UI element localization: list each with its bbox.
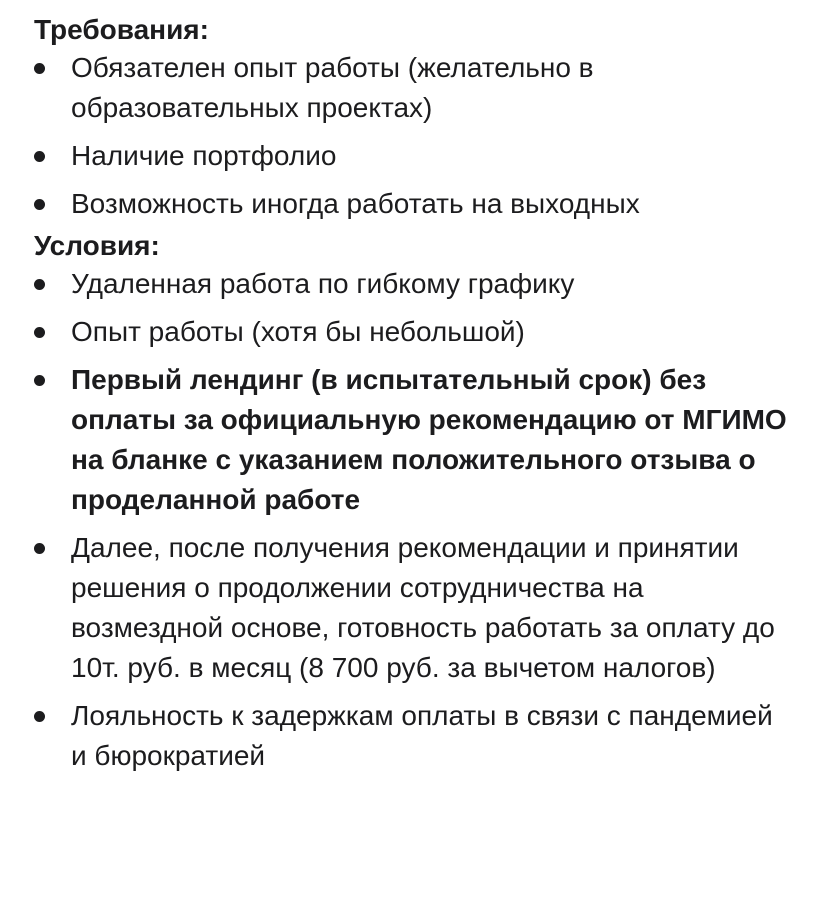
list-item [34,312,788,352]
list-item-text: Далее, после получения рекомендации и принятии решения о продолжении сотрудничества на возмездной основе, готовность работать за оплату до 10т. руб. в месяц (8 700 руб. за вычетом налогов) [71,532,775,683]
list-item-text: Обязателен опыт работы (желательно в образовательных проектах) [71,52,594,123]
conditions-section [34,228,788,776]
bullet-icon [34,151,45,162]
list-item-text: Лояльность к задержкам оплаты в связи с пандемией и бюрократией [71,700,773,771]
conditions-title: Условия: [34,230,160,261]
list-item-text: Удаленная работа по гибкому графику [71,268,575,299]
list-item [34,48,788,128]
list-item-text: Наличие портфолио [71,140,337,171]
list-item [34,696,788,776]
bullet-icon [34,327,45,338]
list-item [34,528,788,688]
list-item-highlighted [34,360,788,520]
conditions-list [34,264,788,776]
bullet-icon [34,199,45,210]
list-item-text: Опыт работы (хотя бы небольшой) [71,316,525,347]
requirements-list [34,48,788,224]
requirements-title: Требования: [34,14,209,45]
bullet-icon [34,279,45,290]
list-item [34,264,788,304]
bullet-icon [34,375,45,386]
bullet-icon [34,63,45,74]
list-item-text: Возможность иногда работать на выходных [71,188,640,219]
requirements-section [34,12,788,224]
bullet-icon [34,543,45,554]
list-item [34,184,788,224]
list-item-text: Первый лендинг (в испытательный срок) без оплаты за официальную рекомендацию от МГИМО на бланке с указанием положительного отзыва о проделанной работе [71,364,787,515]
list-item [34,136,788,176]
bullet-icon [34,711,45,722]
